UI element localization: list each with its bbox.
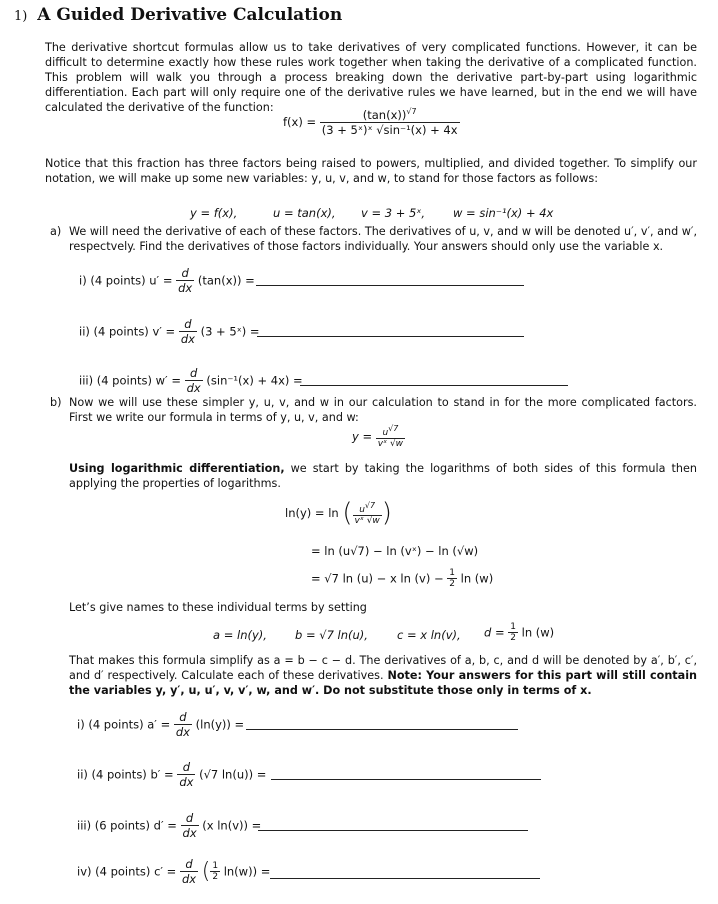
part-b-item-iv: iv) (4 points) c′ = $\frac{d}{dx}$ ( $\frac{1}{2}$ ln(w)) = <box>77 857 271 886</box>
y-lhs: y = <box>352 429 373 444</box>
def-w: w = sin⁻¹(x) + 4x <box>453 206 554 220</box>
part-a-item-ii <box>79 317 260 346</box>
notice-paragraph: Notice that this fraction has three factors being raised to powers, multiplied, and divided together. To simplify our notation, we will make up some new variables: y, u, v, and w, to stand for those factors as follows: <box>45 157 697 185</box>
ddx-operator: $\frac{d}{dx}$ <box>186 366 201 395</box>
answer-line-b-iii[interactable] <box>258 830 528 831</box>
name-b: b = √7 ln(u), <box>295 628 368 642</box>
def-u: u = tan(x), <box>273 206 336 220</box>
ddx-operator: $\frac{d}{dx}$ <box>179 760 194 789</box>
f-fraction <box>320 107 460 137</box>
names-text: Let’s give names to these individual terms by setting <box>69 601 367 614</box>
part-a-label: a) <box>50 225 62 238</box>
item-expression: (3 + 5ˣ) = <box>200 324 260 339</box>
ddx-operator: $\frac{d}{dx}$ <box>180 317 195 346</box>
problem-title-text: A Guided Derivative Calculation <box>37 5 343 25</box>
f-numerator: (tan(x)) <box>362 107 407 122</box>
ddx-operator: $\frac{d}{dx}$ <box>178 266 193 295</box>
f-denominator-b: √sin⁻¹(x) + 4x <box>376 122 458 137</box>
item-label: iii) (4 points) w′ = <box>79 373 181 388</box>
part-b-label: b) <box>50 396 62 409</box>
answer-line-a-ii[interactable] <box>257 336 524 337</box>
intro-paragraph: The derivative shortcut formulas allow us to take derivatives of very complicated functions. However, it can be difficult to determine exactly how these rules work together when taking the derivative of a complicated function. This problem will walk you through a process breaking down the derivative part-by-part using logarithmic differentiation. Each part will only require one of the derivative rules we have learned, but in the end we will have calculated the derivative of the function: <box>45 41 697 114</box>
log-diff-paragraph: Using logarithmic differentiation, we start by taking the logarithms of both sides of this formula then applying the properties of logarithms. <box>69 462 697 490</box>
item-label: ii) (4 points) v′ = <box>79 324 176 339</box>
name-c: c = x ln(v), <box>397 628 461 642</box>
def-v: v = 3 + 5ˣ, <box>361 206 426 220</box>
problem-title <box>14 5 342 25</box>
ln-line-3: = √7 ln (u) − x ln (v) − $\frac{1}{2}$ ln (w) <box>311 568 494 589</box>
y-fraction: $\frac{u^{√7}}{\text{vˣ √w}}$ <box>377 424 404 449</box>
ddx-operator: $\frac{d}{dx}$ <box>175 710 190 739</box>
f-denominator-a: (3 + 5ˣ)ˣ <box>321 122 373 137</box>
f-lhs: f(x) = <box>283 114 317 129</box>
answer-line-b-iv[interactable] <box>270 878 540 879</box>
y-formula <box>352 424 405 449</box>
answer-line-a-i[interactable] <box>256 285 524 286</box>
ln-line-2: = ln (u√7) − ln (vˣ) − ln (√w) <box>311 544 479 558</box>
item-label: i) (4 points) u′ = <box>79 273 173 288</box>
name-d: d = $\frac{1}{2}$ ln (w) <box>484 622 555 643</box>
item-expression: (tan(x)) = <box>197 273 255 288</box>
name-a: a = ln(y), <box>213 628 267 642</box>
answer-line-b-ii[interactable] <box>271 779 541 780</box>
answer-line-a-iii[interactable] <box>300 385 568 386</box>
ln-line-1: ln(y) = ln ( $\frac{u^{√7}}{\text{vˣ √w}}$ ) <box>285 498 392 528</box>
item-expression: (sin⁻¹(x) + 4x) = <box>206 373 303 388</box>
f-formula <box>283 107 460 137</box>
part-a-text: We will need the derivative of each of these factors. The derivatives of u, v, and w will be denoted u′, v′, and w′, respectvely. Find the derivatives of those factors individually. Your answers should only use the variable x. <box>69 225 697 253</box>
ddx-operator: $\frac{d}{dx}$ <box>181 857 197 886</box>
part-b-item-ii: ii) (4 points) b′ = $\frac{d}{dx}$ (√7 ln(u)) = <box>77 760 267 789</box>
f-numerator-exponent: √7 <box>406 107 417 116</box>
part-b-text: Now we will use these simpler y, u, v, and w in our calculation to stand in for the more complicated factors. First we write our formula in terms of y, u, v, and w: <box>69 396 697 424</box>
def-y: y = f(x), <box>190 206 238 220</box>
part-b-item-iii: iii) (6 points) d′ = $\frac{d}{dx}$ (x ln(v)) = <box>77 811 262 840</box>
answer-line-b-i[interactable] <box>246 729 518 730</box>
problem-number: 1) <box>14 9 28 24</box>
part-a-item-i <box>79 266 255 295</box>
part-a-item-iii <box>79 366 303 395</box>
part-b-item-i: i) (4 points) a′ = $\frac{d}{dx}$ (ln(y)) = <box>77 710 245 739</box>
ddx-operator: $\frac{d}{dx}$ <box>182 811 197 840</box>
simplify-paragraph: That makes this formula simplify as a = b − c − d. The derivatives of a, b, c, and d will be denoted by a′, b′, c′, and d′ respectively. Calculate each of these derivatives. Note: Your answers for this part will still contain the variables y, y′, u, u′, v, v′, w, and w′. Do not substitute those only in terms of x. <box>69 654 697 697</box>
